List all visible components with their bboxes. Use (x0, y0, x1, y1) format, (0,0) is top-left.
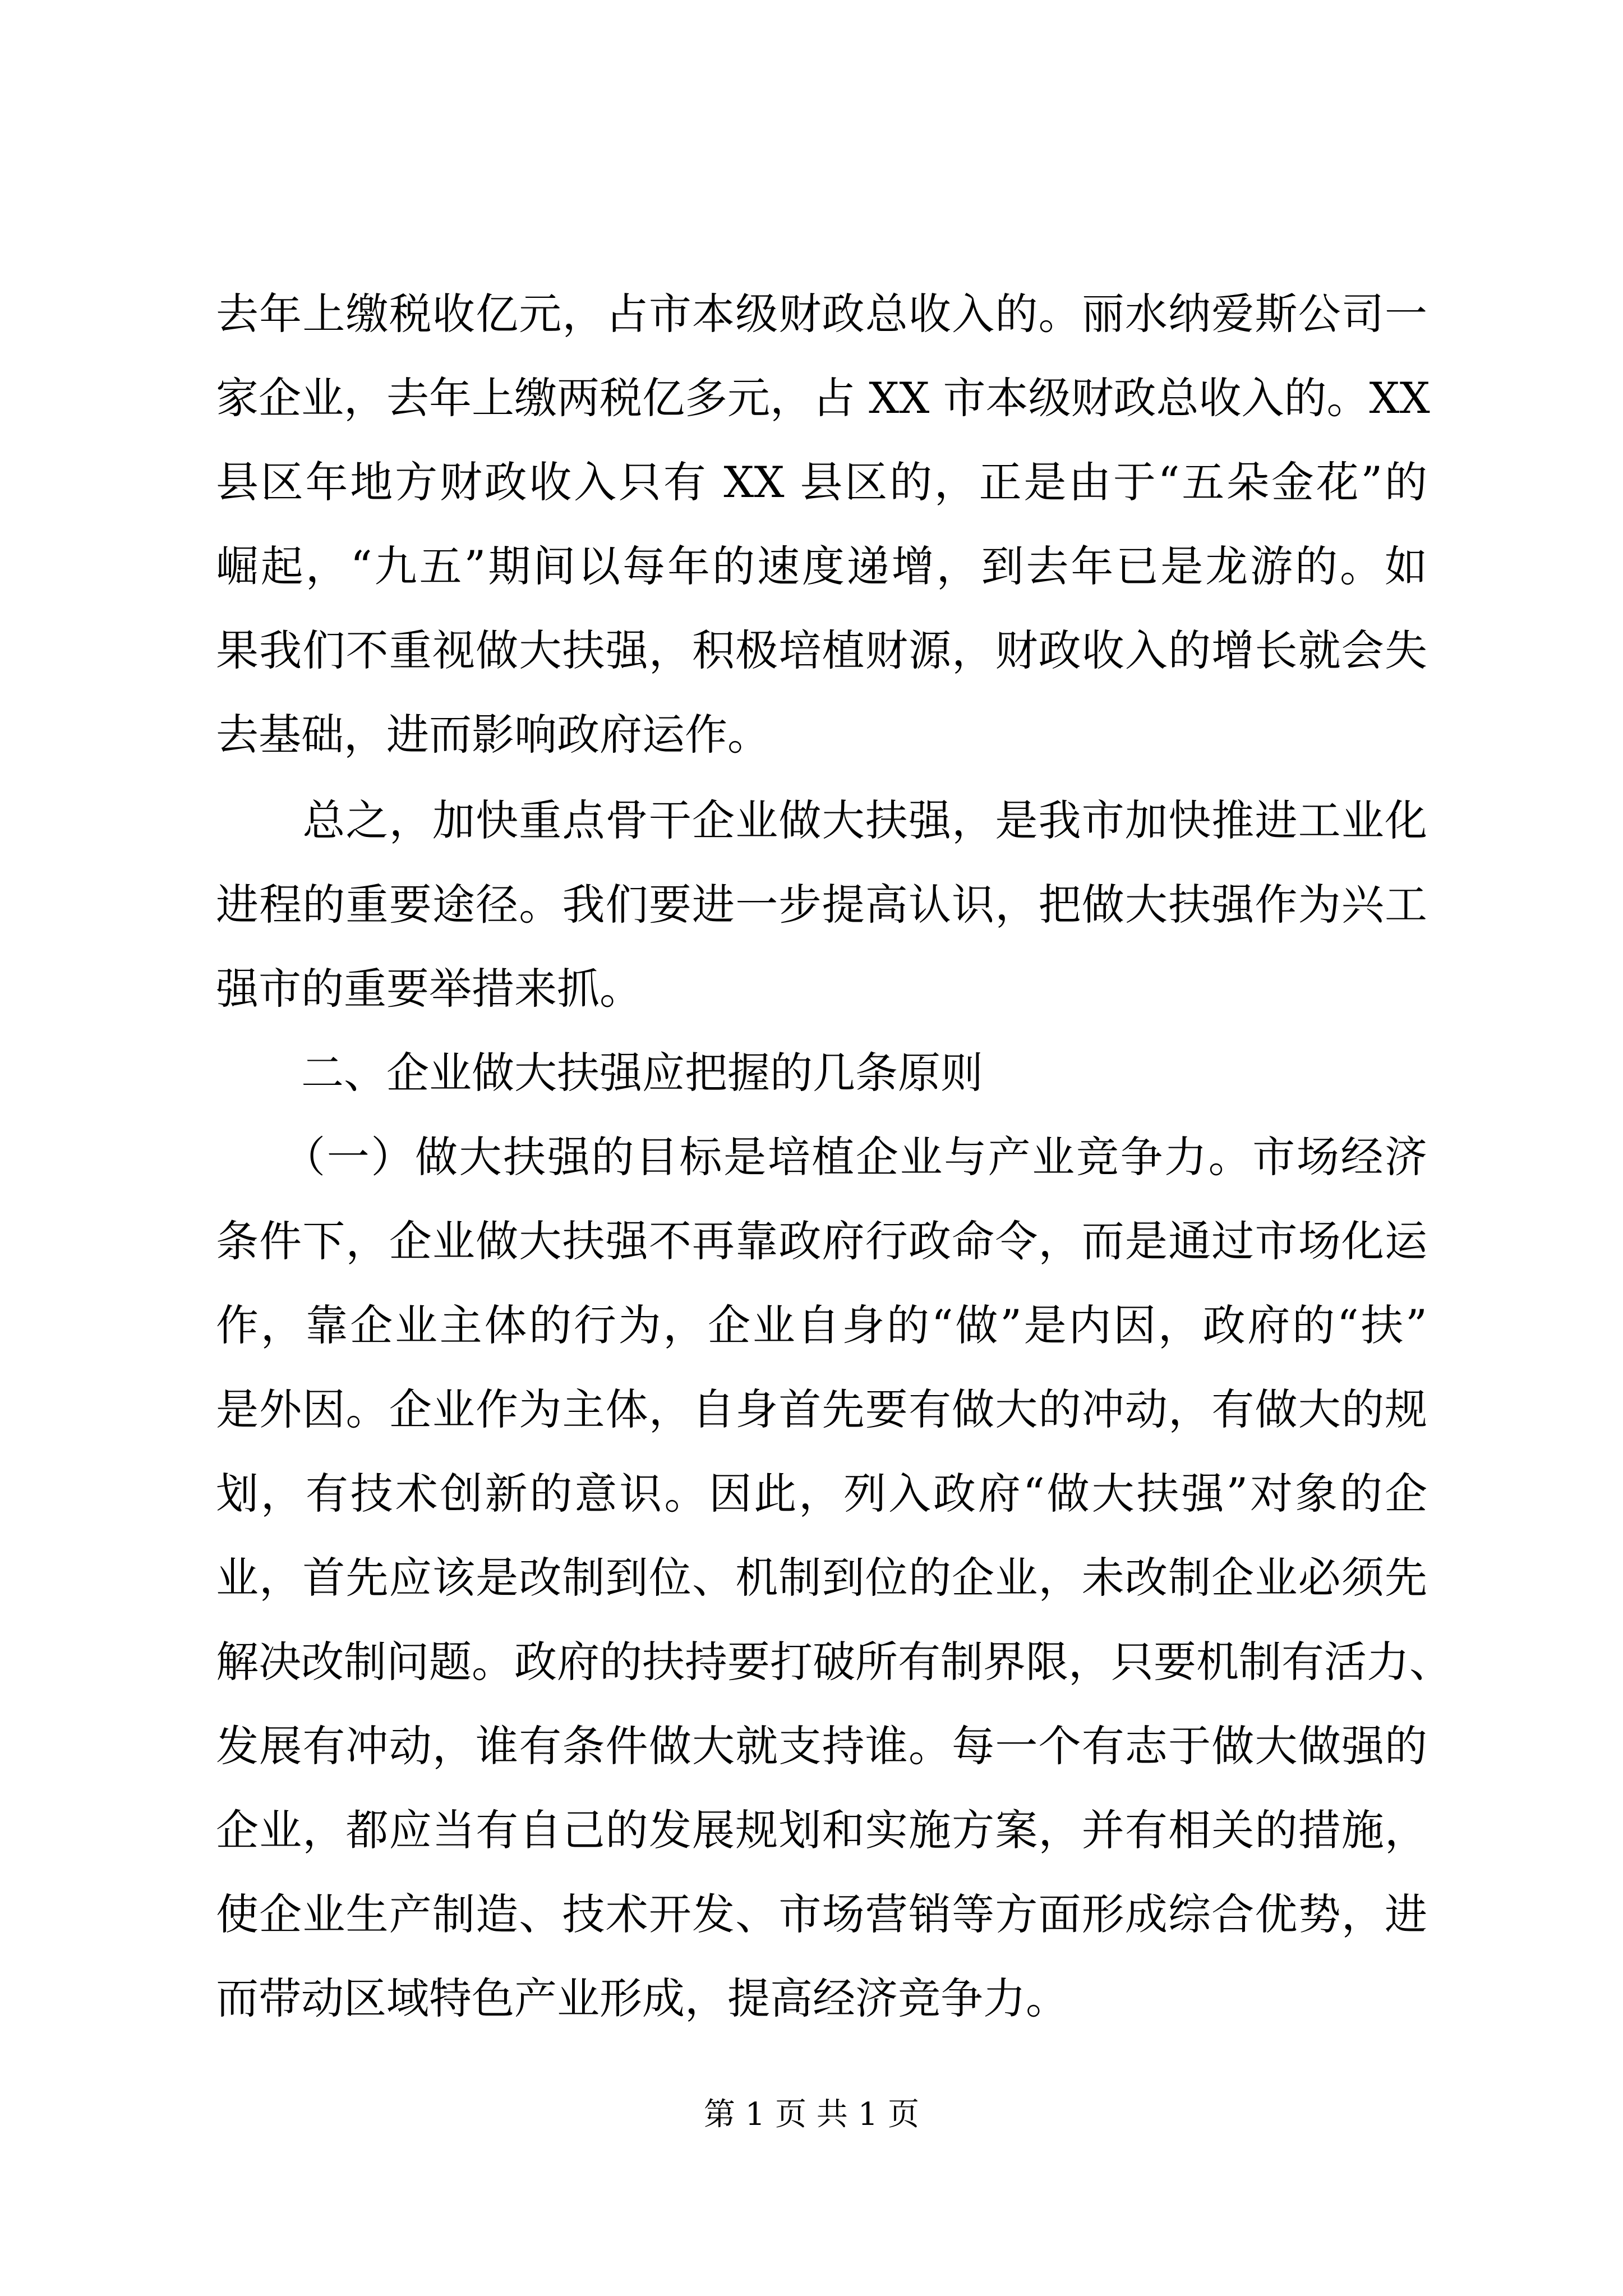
text-line: 进程的重要途径。我们要进一步提高认识，把做大扶强作为兴工 (216, 880, 1427, 930)
text-line: 县区年地方财政收入只有 XX 县区的，正是由于“五朵金花”的 (216, 457, 1427, 507)
text-line: 企业，都应当有自己的发展规划和实施方案，并有相关的措施， (216, 1805, 1427, 1855)
text-line: 强市的重要举措来抓。 (216, 964, 642, 1014)
page-footer: 第 1 页 共 1 页 (703, 2096, 920, 2133)
text-line: 是外因。企业作为主体，自身首先要有做大的冲动，有做大的规 (216, 1384, 1427, 1434)
text-line: 划，有技术创新的意识。因此，列入政府“做大扶强”对象的企 (216, 1469, 1427, 1519)
text-line: 条件下，企业做大扶强不再靠政府行政命令，而是通过市场化运 (216, 1216, 1427, 1266)
text-line: 去年上缴税收亿元，占市本级财政总收入的。丽水纳爱斯公司一 (216, 289, 1427, 339)
text-line: 解决改制问题。政府的扶持要打破所有制界限，只要机制有活力、 (216, 1637, 1452, 1687)
text-line: 崛起，“九五”期间以每年的速度递增，到去年已是龙游的。如 (216, 541, 1427, 591)
text-line: 果我们不重视做大扶强，积极培植财源，财政收入的增长就会失 (216, 625, 1427, 675)
text-line: （一）做大扶强的目标是培植企业与产业竞争力。市场经济 (216, 1132, 1427, 1182)
text-line: 发展有冲动，谁有条件做大就支持谁。每一个有志于做大做强的 (216, 1721, 1427, 1771)
text-line: 总之，加快重点骨干企业做大扶强，是我市加快推进工业化 (216, 795, 1427, 845)
section-heading: 二、企业做大扶强应把握的几条原则 (216, 1048, 983, 1098)
text-line: 去基础，进而影响政府运作。 (216, 710, 770, 760)
text-line: 作，靠企业主体的行为，企业自身的“做”是内因，政府的“扶” (216, 1300, 1427, 1350)
text-line: 家企业，去年上缴两税亿多元，占 XX 市本级财政总收入的。XX (216, 373, 1430, 423)
text-line: 业，首先应该是改制到位、机制到位的企业，未改制企业必须先 (216, 1553, 1427, 1603)
text-line: 使企业生产制造、技术开发、市场营销等方面形成综合优势，进 (216, 1889, 1427, 1939)
text-line: 而带动区域特色产业形成，提高经济竞争力。 (216, 1973, 1068, 2023)
